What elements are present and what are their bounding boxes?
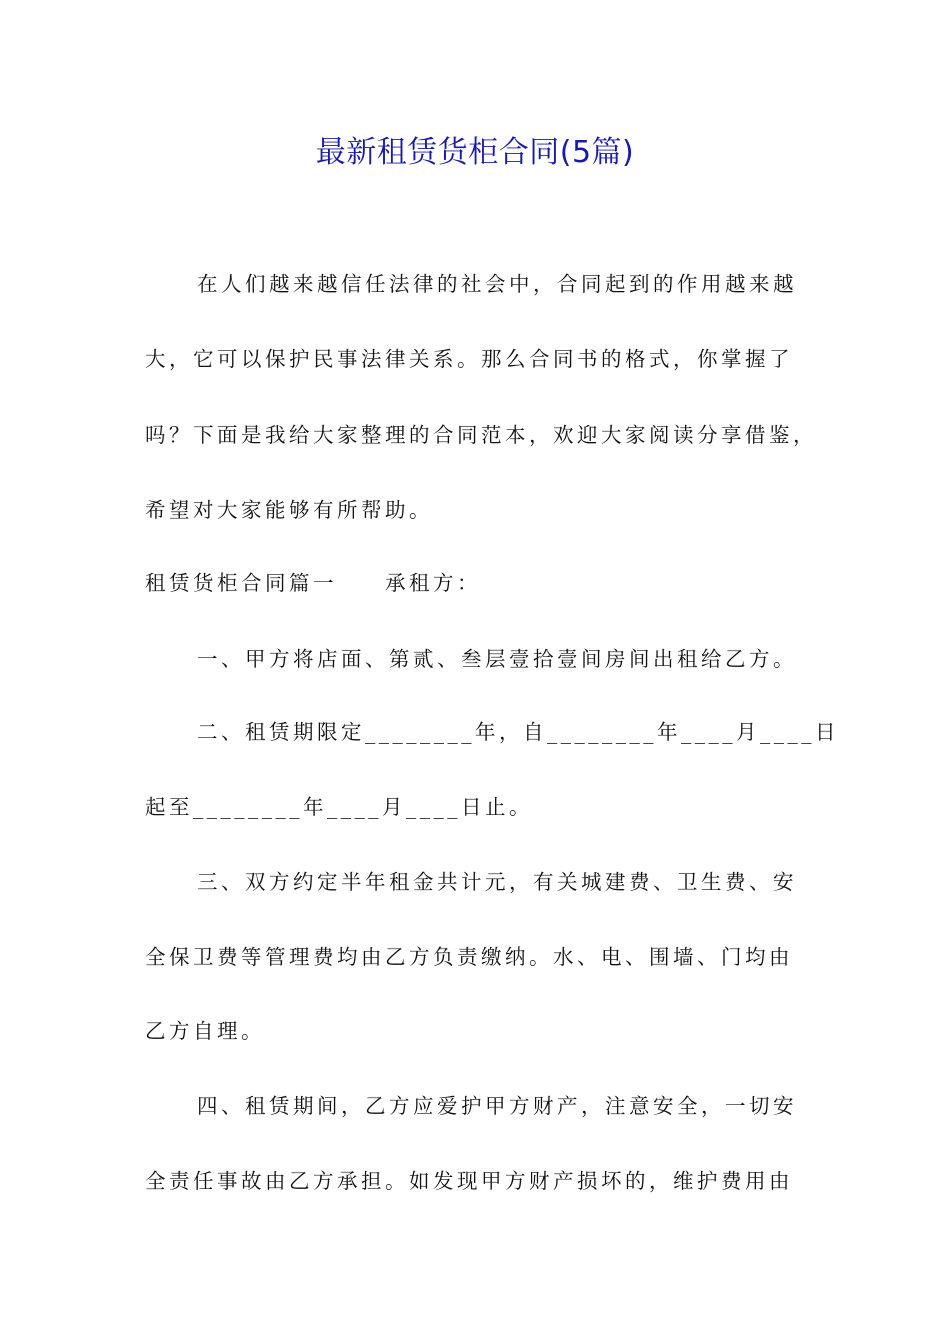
document-title: 最新租赁货柜合同(5篇) (315, 135, 635, 170)
clause-line: 二、租赁期限定________年，自________年____月____日 (197, 720, 839, 744)
clause-line: 四、租赁期间，乙方应爱护甲方财产，注意安全，一切安 (197, 1094, 797, 1118)
body-line: 大，它可以保护民事法律关系。那么合同书的格式，你掌握了 (145, 347, 793, 371)
body-line: 希望对大家能够有所帮助。 (145, 498, 433, 522)
body-line: 在人们越来越信任法律的社会中，合同起到的作用越来越 (197, 272, 797, 296)
clause-line: 全责任事故由乙方承担。如发现甲方财产损坏的，维护费用由 (145, 1169, 793, 1193)
clause-line: 一、甲方将店面、第贰、叁层壹拾壹间房间出租给乙方。 (197, 647, 797, 671)
clause-line: 起至________年____月____日止。 (145, 795, 533, 819)
clause-line: 乙方自理。 (145, 1019, 265, 1043)
clause-line: 三、双方约定半年租金共计元，有关城建费、卫生费、安 (197, 870, 797, 894)
body-line: 吗？下面是我给大家整理的合同范本，欢迎大家阅读分享借鉴， (145, 423, 817, 447)
section-heading: 租赁货柜合同篇一 承租方： (145, 571, 481, 595)
clause-line: 全保卫费等管理费均由乙方负责缴纳。水、电、围墙、门均由 (145, 945, 793, 969)
